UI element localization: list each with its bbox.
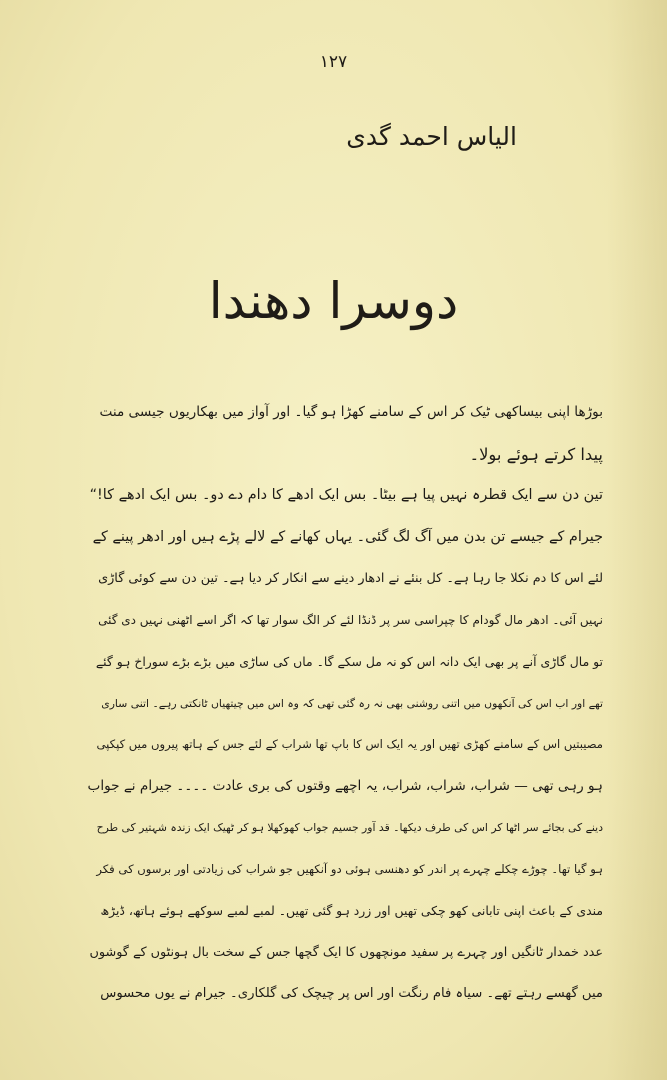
text-line: مصیبتیں اس کے سامنے کھڑی تھیں اور یہ ایک اس کا باپ تھا شراب کے لئے جس کے ہاتھ پیروں میں کپکپی — [96, 737, 603, 751]
text-line: نہیں آئی۔ ادھر مال گودام کا چپراسی سر پر ڈنڈا لئے کر الگ سوار تھا کہ اگر اسے اٹھنی نہیں دی گئی — [98, 612, 603, 627]
text-line: تھے اور اب اس کی آنکھوں میں اتنی روشنی بھی نہ رہ گئی تھی کہ وہ اس میں چیتھیاں ٹانکتی رہے۔ اتنی ساری — [101, 696, 603, 710]
text-line: ہو رہی تھی — شراب، شراب، شراب، یہ اچھے وقتوں کی بری عادت ۔۔۔۔ جیرام نے جواب — [88, 777, 603, 794]
text-line: دینے کی بجائے سر اٹھا کر اس کی طرف دیکھا۔ قد آور جسیم جواب کھوکھلا ہو کر ٹھیک ایک زندہ شہتیر کی طرح — [96, 821, 603, 834]
text-line: مندی کے باعث اپنی تابانی کھو چکی تھیں اور زرد ہو گئی تھیں۔ لمبے لمبے سوکھے ہوئے ہاتھ، ڈیڑھ — [100, 903, 603, 918]
text-line: تین دن سے ایک قطرہ نہیں پیا ہے بیٹا۔ بس ایک ادھے کا دام دے دو۔ بس ایک ادھے کا!“ — [89, 487, 603, 503]
text-line: تو مال گاڑی آنے پر بھی ایک دانہ اس کو نہ مل سکے گا۔ ماں کی ساڑی میں بڑے بڑے سوراخ ہو گئے — [95, 654, 603, 669]
text-line: جیرام کے جیسے تن بدن میں آگ لگ گئی۔ یہاں کھانے کے لالے پڑے ہیں اور ادھر پینے کے — [92, 528, 603, 545]
text-line: بوڑھا اپنی بیساکھی ٹیک کر اس کے سامنے کھڑا ہو گیا۔ اور آواز میں بھکاریوں جیسی منت — [99, 404, 603, 420]
text-line: لئے اس کا دم نکلا جا رہا ہے۔ کل بنئے نے ادھار دینے سے انکار کر دیا ہے۔ تین دن سے کوئی گاڑی — [98, 571, 603, 586]
page-number: ۱۲۷ — [319, 52, 348, 72]
story-body — [88, 392, 603, 1015]
story-title: دوسرا دھندا — [208, 272, 459, 330]
author-name: الیاس احمد گدی — [346, 122, 517, 151]
text-line: ہو گیا تھا۔ چوڑے چکلے چہرے پر اندر کو دھنسی ہوئی دو آنکھیں جو شراب کی زیادتی اور برسوں کی فکر — [96, 861, 603, 876]
text-line: عدد خمدار ٹانگیں اور چہرے پر سفید مونچھوں کا ایک گچھا جس کے سخت بال ہونٹوں کے گوشوں — [89, 944, 603, 960]
page-edge-shadow — [607, 0, 667, 1080]
text-line: پیدا کرتے ہوئے بولا۔ — [469, 444, 603, 464]
text-line: میں گھسے رہتے تھے۔ سیاہ فام رنگت اور اس پر چیچک کی گلکاری۔ جیرام نے یوں محسوس — [100, 986, 603, 1001]
